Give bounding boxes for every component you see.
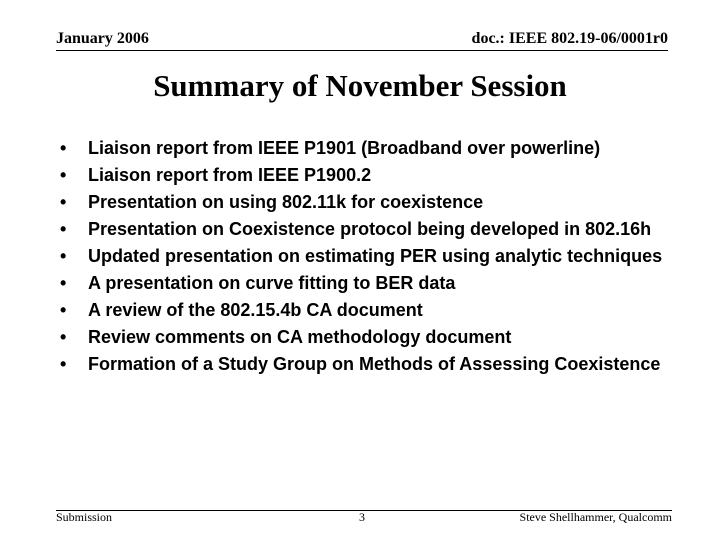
bullet-icon: • [60,246,67,266]
bullet-icon: • [60,273,67,293]
bullet-text: Formation of a Study Group on Methods of Assessing Coexistence [88,354,661,374]
footer-author: Steve Shellhammer, Qualcomm [519,510,672,524]
bullet-item [56,352,676,376]
bullet-item [56,190,676,214]
footer-submission: Submission [56,510,113,524]
slide-title: Summary of November Session [153,68,567,103]
bullet-icon: • [60,354,67,374]
header-doc-id: doc.: IEEE 802.19-06/0001r0 [471,30,668,47]
bullet-item [56,271,676,295]
header-divider [56,50,668,51]
bullet-icon: • [60,138,67,158]
bullet-item [56,325,676,349]
bullet-icon: • [60,165,67,185]
bullet-text: Liaison report from IEEE P1900.2 [88,165,372,185]
bullet-item [56,298,676,322]
bullet-icon: • [60,192,67,212]
bullet-text: A review of the 802.15.4b CA document [88,300,423,320]
bullet-item [56,244,676,268]
bullet-text: A presentation on curve fitting to BER data [88,273,456,293]
bullet-text: Liaison report from IEEE P1901 (Broadband over powerline) [88,138,601,158]
bullet-item [56,217,676,241]
bullet-text: Updated presentation on estimating PER using analytic techniques [88,246,663,266]
page-number: 3 [359,510,365,524]
bullet-icon: • [60,300,67,320]
bullet-text: Presentation on Coexistence protocol being developed in 802.16h [88,219,652,239]
bullet-icon: • [60,219,67,239]
bullet-text: Presentation on using 802.11k for coexistence [88,192,484,212]
header-date: January 2006 [56,30,149,47]
bullet-icon: • [60,327,67,347]
bullet-item [56,163,676,187]
bullet-text: Review comments on CA methodology document [88,327,512,347]
bullet-list [56,136,676,379]
bullet-item [56,136,676,160]
